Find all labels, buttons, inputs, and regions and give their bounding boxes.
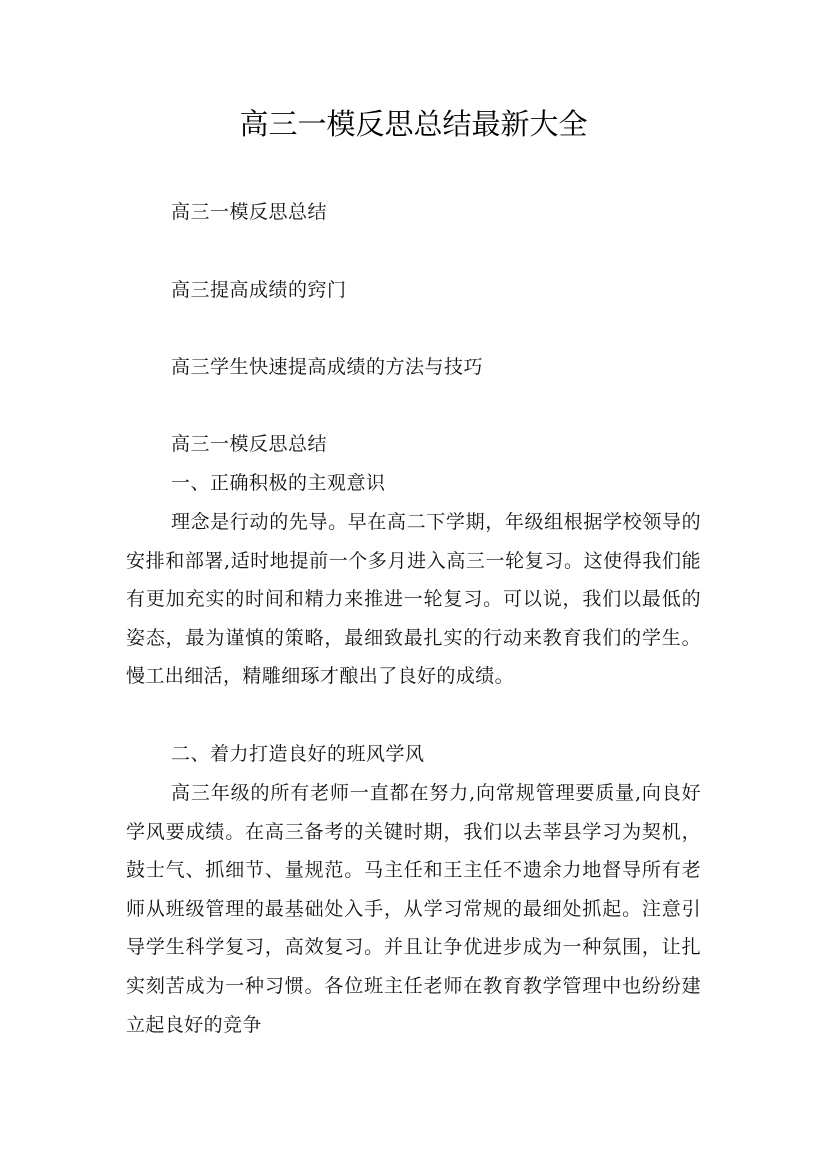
document-title: 高三一模反思总结最新大全: [239, 107, 588, 141]
toc-item-methods: 高三学生快速提高成绩的方法与技巧: [171, 356, 484, 378]
toc-item-tips: 高三提高成绩的窍门: [171, 279, 347, 301]
heading-positive-awareness: 一、正确积极的主观意识: [171, 472, 386, 494]
heading-class-style: 二、着力打造良好的班风学风: [171, 743, 425, 765]
section-title: 高三一模反思总结: [171, 433, 328, 455]
paragraph-awareness: 理念是行动的先导。早在高二下学期，年级组根据学校领导的安排和部署,适时地提前一个多月进入高三一轮复习。这使得我们能有更加充实的时间和精力来推进一轮复习。可以说，我们以最低的姿态，最为谨慎的策略，最细致最扎实的行动来教育我们的学生。慢工出细活，精雕细琢才酿出了良好的成绩。: [126, 511, 701, 688]
paragraph-class-style: 高三年级的所有老师一直都在努力,向常规管理要质量,向良好学风要成绩。在高三备考的关键时期，我们以去莘县学习为契机，鼓士气、抓细节、量规范。马主任和王主任不遗余力地督导所有老师从班级管理的最基础处入手，从学习常规的最细处抓起。注意引导学生科学复习，高效复习。并且让争优进步成为一种氛围，让扎实刻苦成为一种习惯。各位班主任老师在教育教学管理中也纷纷建立起良好的竞争: [126, 782, 701, 1036]
toc-item-reflection: 高三一模反思总结: [171, 201, 328, 223]
